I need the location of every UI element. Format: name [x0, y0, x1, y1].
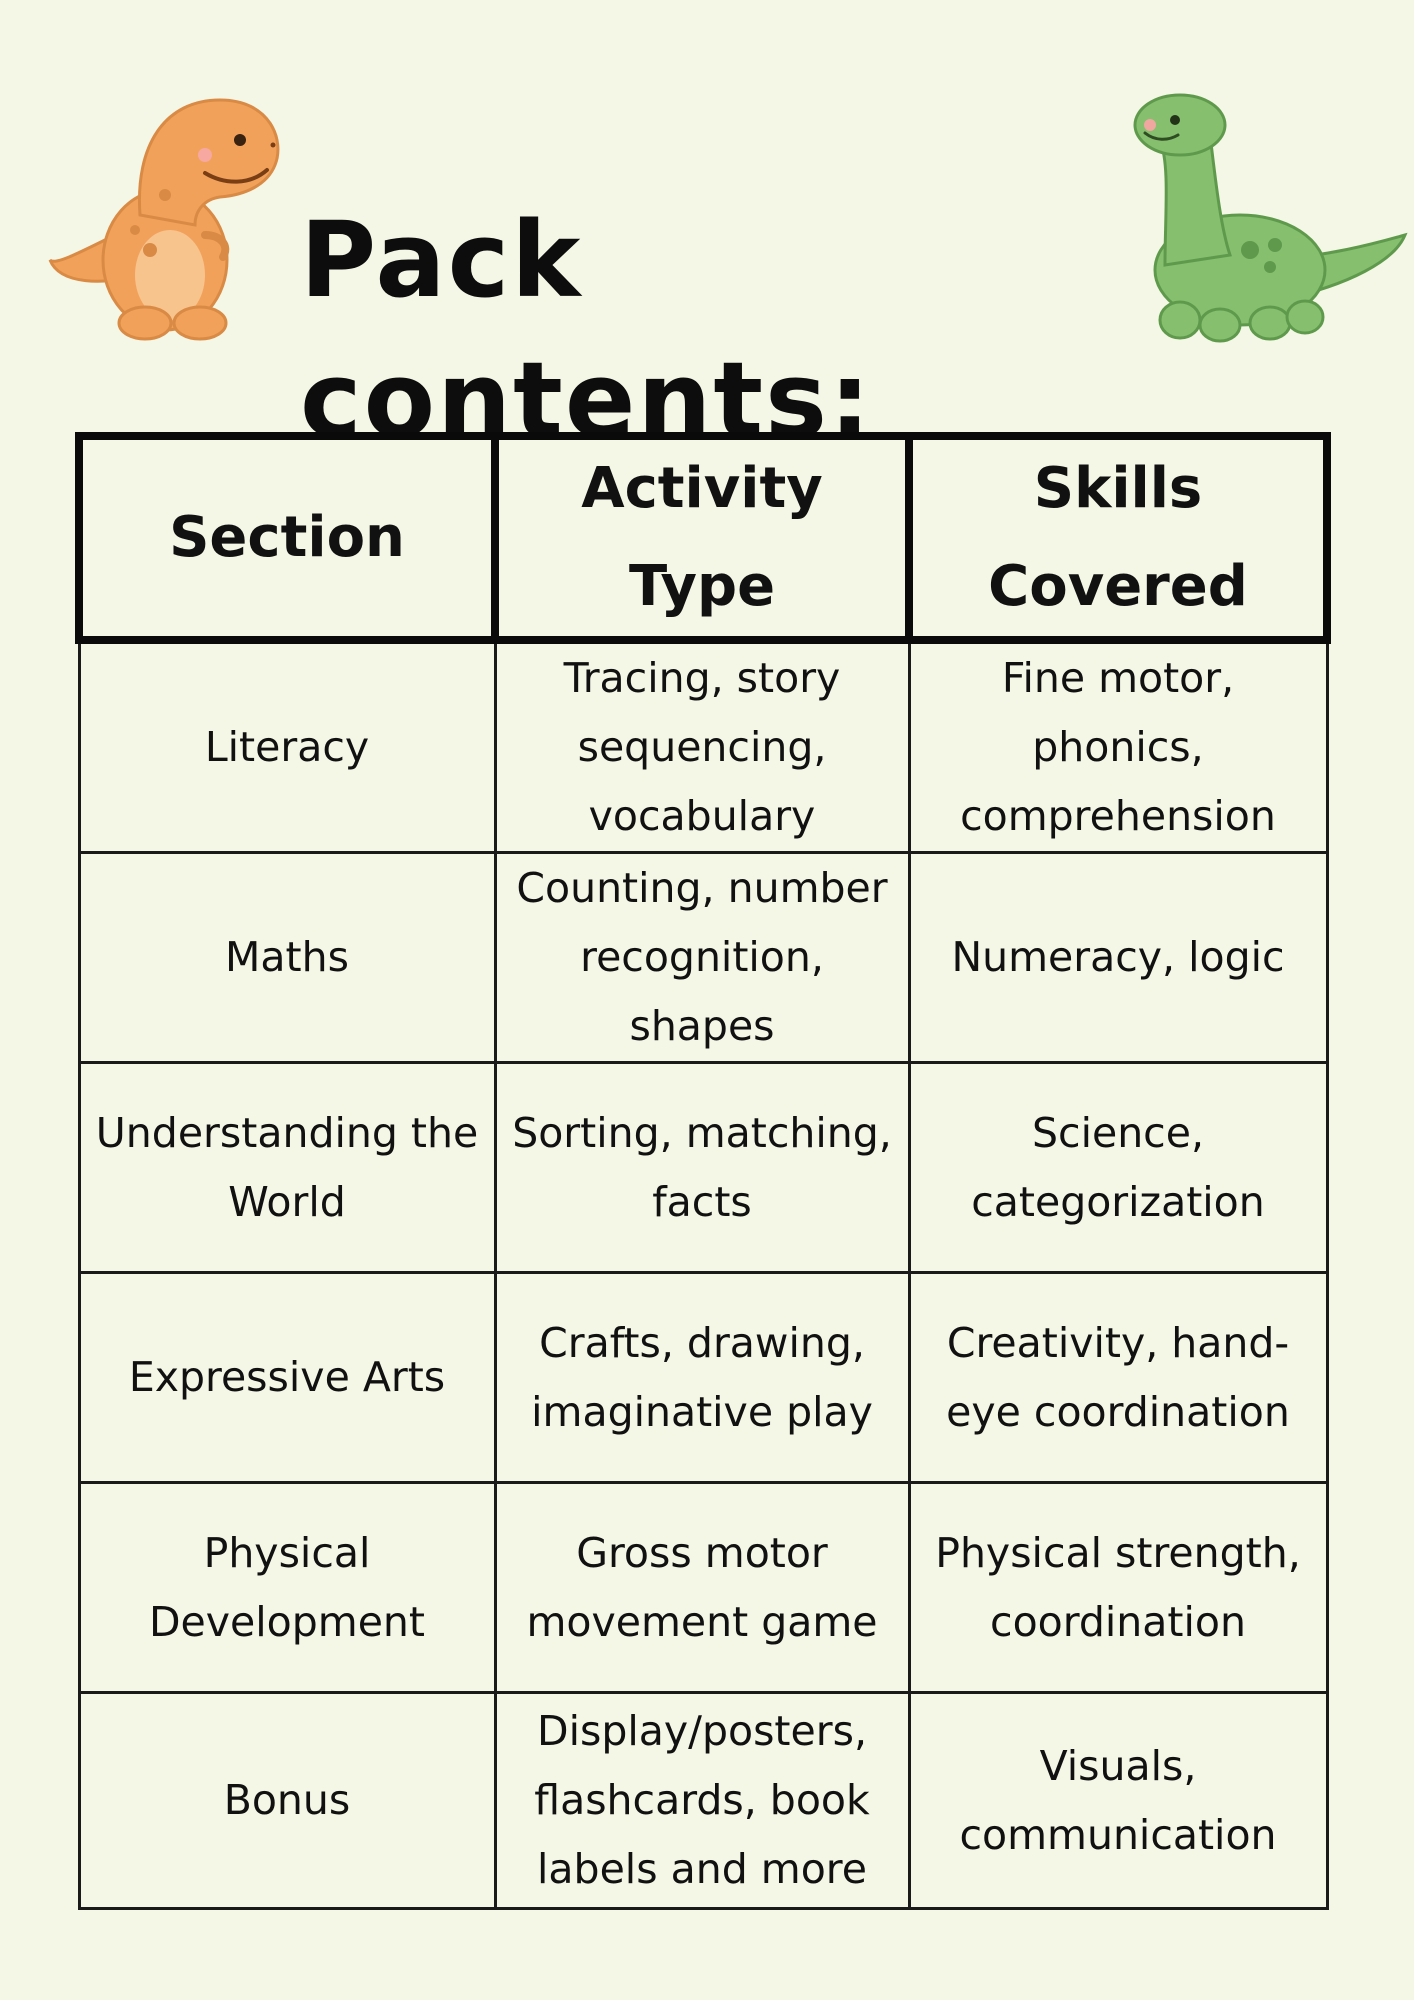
activity-cell: Tracing, story sequencing, vocabulary: [495, 640, 909, 853]
skills-cell: Physical strength, coordination: [909, 1483, 1327, 1693]
header: [0, 0, 1414, 461]
column-header-activity-type: Activity Type: [495, 436, 909, 640]
skills-cell: Numeracy, logic: [909, 853, 1327, 1063]
activity-cell: Counting, number recognition, shapes: [495, 853, 909, 1063]
section-cell: Bonus: [79, 1693, 495, 1909]
table-row: [79, 1483, 1327, 1693]
skills-cell: Fine motor, phonics, comprehension: [909, 640, 1327, 853]
skills-cell: Science, categorization: [909, 1063, 1327, 1273]
section-cell: Literacy: [79, 640, 495, 853]
section-cell: Expressive Arts: [79, 1273, 495, 1483]
activity-cell: Crafts, drawing, imaginative play: [495, 1273, 909, 1483]
activity-cell: Sorting, matching, facts: [495, 1063, 909, 1273]
activity-cell: Display/posters, flashcards, book labels and more: [495, 1693, 909, 1909]
skills-cell: Creativity, hand-eye coordination: [909, 1273, 1327, 1483]
table-row: [79, 1693, 1327, 1909]
table-row: [79, 640, 1327, 853]
section-cell: Understanding the World: [79, 1063, 495, 1273]
section-cell: Physical Development: [79, 1483, 495, 1693]
orange-t-rex-icon: [45, 85, 290, 345]
activity-cell: Gross motor movement game: [495, 1483, 909, 1693]
skills-cell: Visuals, communication: [909, 1693, 1327, 1909]
column-header-section: Section: [79, 436, 495, 640]
table-header-row: [79, 436, 1327, 640]
pack-contents-table: [75, 432, 1323, 1910]
column-header-skills-covered: Skills Covered: [909, 436, 1327, 640]
section-cell: Maths: [79, 853, 495, 1063]
green-brontosaurus-icon: [1110, 85, 1410, 345]
table-row: [79, 1063, 1327, 1273]
table-row: [79, 853, 1327, 1063]
table-row: [79, 1273, 1327, 1483]
page-title: Pack contents:: [300, 199, 873, 461]
